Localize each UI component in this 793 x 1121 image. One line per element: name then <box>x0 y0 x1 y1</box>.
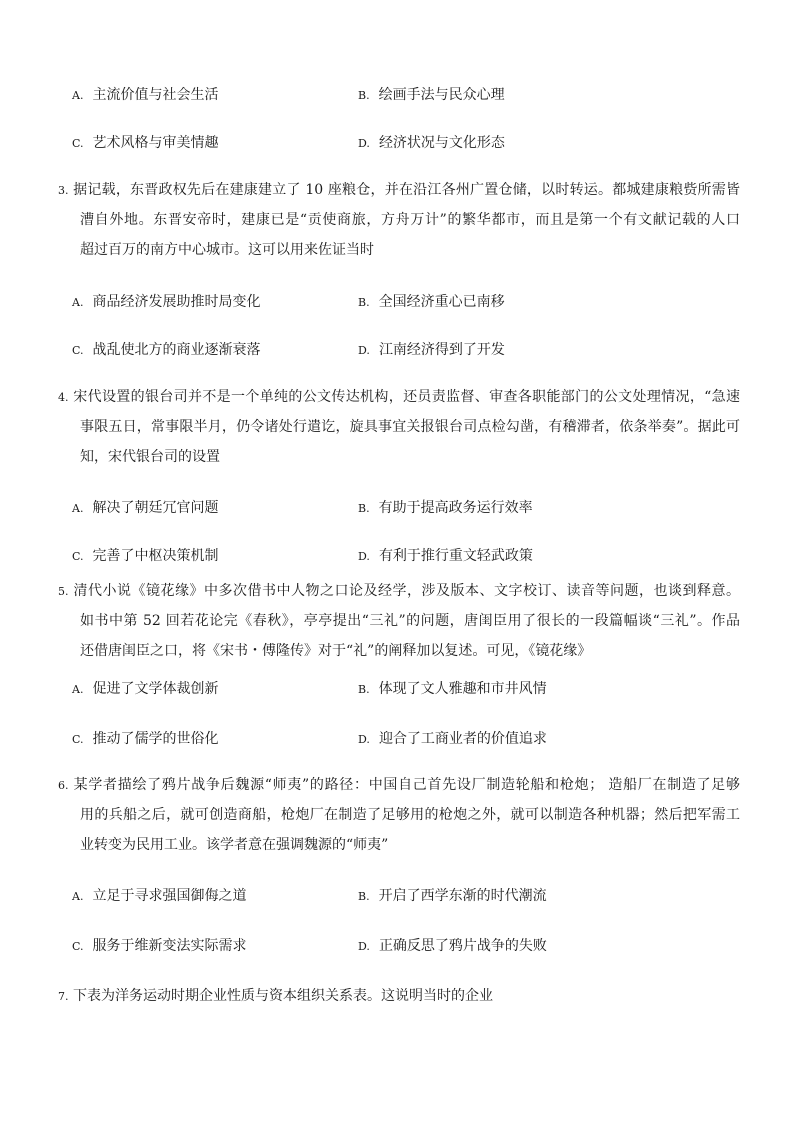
q2-option-row-ab <box>72 84 732 106</box>
q4-option-row-cd <box>72 545 732 567</box>
q3-option-b[interactable]: B. 全国经济重心已南移 <box>358 294 505 310</box>
question-6-line-3: 业转变为民用工业。该学者意在强调魏源的“师夷” <box>80 837 389 853</box>
question-4-line-3: 知，宋代银台司的设置 <box>80 449 220 465</box>
q3-option-d[interactable]: D. 江南经济得到了开发 <box>358 342 505 358</box>
q6-option-c[interactable]: C. 服务于维新变法实际需求 <box>72 938 247 954</box>
question-4 <box>58 382 740 472</box>
question-6-line-2: 用的兵船之后，就可创造商船，枪炮厂在制造了足够用的枪炮之外，就可以制造各种机器；然后把军需工 <box>80 807 740 823</box>
q4-option-b[interactable]: B. 有助于提高政务运行效率 <box>358 500 533 516</box>
q5-option-a[interactable]: A. 促进了文学体裁创新 <box>72 681 219 697</box>
question-7 <box>58 981 740 1011</box>
q3-option-row-ab <box>72 291 732 313</box>
q3-option-a[interactable]: A. 商品经济发展助推时局变化 <box>72 294 261 310</box>
question-3 <box>58 175 740 265</box>
q6-option-b[interactable]: B. 开启了西学东渐的时代潮流 <box>358 888 547 904</box>
q3-option-row-cd <box>72 339 732 361</box>
question-5-line-3: 还借唐闺臣之口，将《宋书・傅隆传》对于“礼”的阐释加以复述。可见，《镜花缘》 <box>80 643 592 659</box>
q2-option-b[interactable]: B. 绘画手法与民众心理 <box>358 87 505 103</box>
q5-option-d[interactable]: D. 迎合了工商业者的价值追求 <box>358 731 547 747</box>
question-5 <box>58 576 740 666</box>
q6-option-d[interactable]: D. 正确反思了鸦片战争的失败 <box>358 938 547 954</box>
question-3-line-2: 漕自外地。东晋安帝时，建康已是“贡使商旅，方舟万计”的繁华都市，而且是第一个有文献记载的人口 <box>80 212 740 228</box>
question-6-line-1: 6. 某学者描绘了鸦片战争后魏源“师夷”的路径：中国自己首先设厂制造轮船和枪炮； 造船厂在制造了足够 <box>58 777 740 793</box>
q2-option-row-cd <box>72 132 732 154</box>
q2-option-c[interactable]: C. 艺术风格与审美情趣 <box>72 135 219 151</box>
q4-option-row-ab <box>72 497 732 519</box>
q5-option-row-cd <box>72 728 732 750</box>
q2-option-d[interactable]: D. 经济状况与文化形态 <box>358 135 505 151</box>
q4-option-c[interactable]: C. 完善了中枢决策机制 <box>72 548 219 564</box>
question-3-line-3: 超过百万的南方中心城市。这可以用来佐证当时 <box>80 242 374 258</box>
q2-option-a[interactable]: A. 主流价值与社会生活 <box>72 87 219 103</box>
q4-option-a[interactable]: A. 解决了朝廷冗官问题 <box>72 500 219 516</box>
question-3-line-1: 3. 据记载，东晋政权先后在建康建立了 10 座粮仓，并在沿江各州广置仓储，以时转运。都城建康粮赀所需皆 <box>58 182 740 198</box>
question-5-line-2: 如书中第 52 回若花论完《春秋》，亭亭提出“三礼”的问题，唐闺臣用了很长的一段篇幅谈“三礼”。作品 <box>80 613 740 629</box>
question-5-line-1: 5. 清代小说《镜花缘》中多次借书中人物之口论及经学，涉及版本、文字校订、读音等问题，也谈到释意。 <box>58 583 740 599</box>
q5-option-b[interactable]: B. 体现了文人雅趣和市井风情 <box>358 681 547 697</box>
question-4-line-1: 4. 宋代设置的银台司并不是一个单纯的公文传达机构，还员责监督、审查各职能部门的公文处理情况，“急速 <box>58 389 741 405</box>
q6-option-row-ab <box>72 885 732 907</box>
q6-option-row-cd <box>72 935 732 957</box>
q5-option-c[interactable]: C. 推动了儒学的世俗化 <box>72 731 219 747</box>
question-4-line-2: 事限五日，常事限半月，仍令诸处行遣讫，旋具事宜关报银台司点检勾凿，有稽滞者，依条举奏”。据此可 <box>80 419 740 435</box>
q6-option-a[interactable]: A. 立足于寻求强国御侮之道 <box>72 888 247 904</box>
q4-option-d[interactable]: D. 有利于推行重文轻武政策 <box>358 548 533 564</box>
question-7-line-1: 7. 下表为洋务运动时期企业性质与资本组织关系表。这说明当时的企业 <box>58 988 493 1004</box>
question-6 <box>58 770 740 860</box>
q5-option-row-ab <box>72 678 732 700</box>
q3-option-c[interactable]: C. 战乱使北方的商业逐渐衰落 <box>72 342 261 358</box>
